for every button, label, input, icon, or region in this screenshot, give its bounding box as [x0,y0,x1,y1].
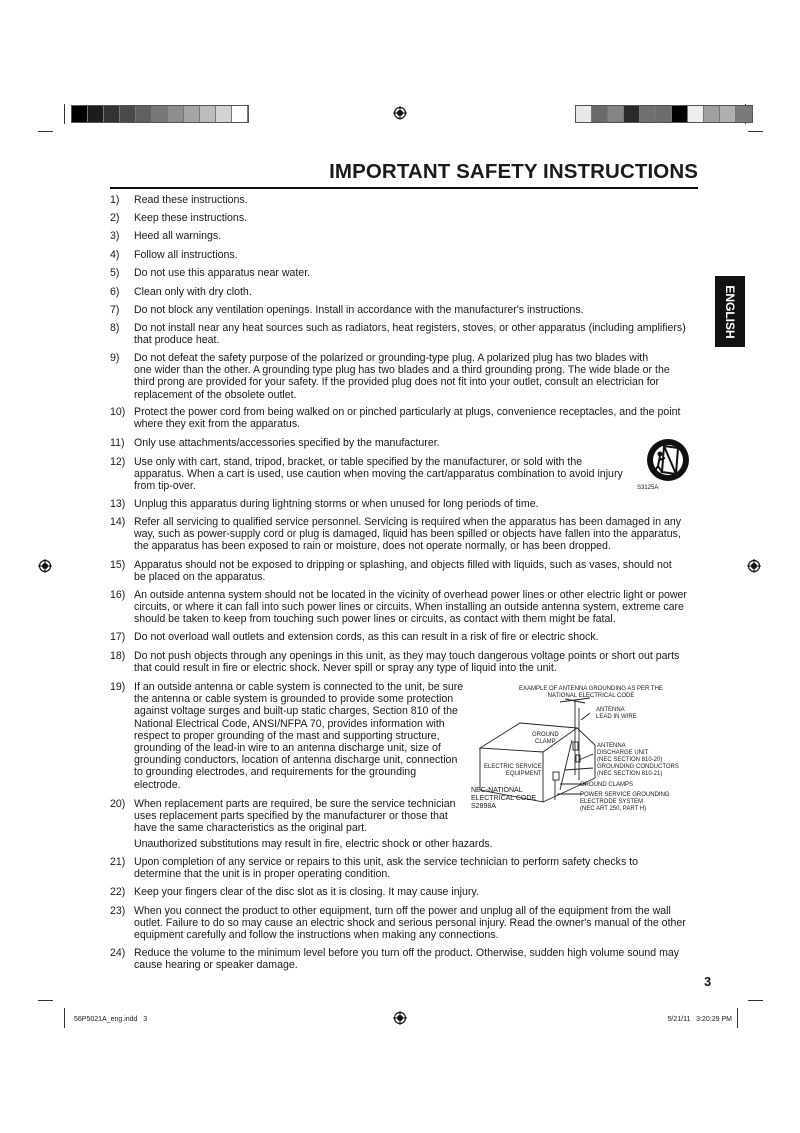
grounding-conductors-label [597,764,679,778]
item-text-line: electrode. [134,778,181,791]
item-text-line: third prong are provided for your safety. If the provided plug does not fit into your outlet, consult an electrician for [134,376,660,389]
crop-mark [38,1000,53,1001]
caption-line: EXAMPLE OF ANTENNA GROUNDING AS PER THE [519,686,663,692]
item-text [134,856,638,880]
item-text-line: the apparatus has been exposed to rain or moisture, does not operate normally, or has been dropped. [134,540,611,553]
color-swatch [168,106,184,122]
label-line: S2898A [471,803,496,810]
language-tab-label: ENGLISH [723,284,737,339]
item-text-line: outlet. Failure to do so may cause an electric shock and serious personal injury. Read the owner's manual of the other [134,917,686,930]
item-text-line: that could result in fire or electric shock. Never spill or spray any type of liquid into the unit. [134,662,557,675]
item-text [134,559,672,583]
item-text-line: that produce heat. [134,334,220,347]
item-text [134,838,493,850]
item-text-line: uses replacement parts specified by the manufacturer or those that [134,810,448,823]
item-number: 14) [110,516,126,528]
ground-clamp-label [532,732,559,746]
color-swatch [640,106,656,122]
color-swatch [216,106,232,122]
color-swatch [104,106,120,122]
item-text-line: Unplug this apparatus during lightning storms or when unused for long periods of time. [134,498,539,510]
registration-mark-icon [747,559,761,573]
item-text-line: If an outside antenna or cable system is connected to the unit, be sure [134,681,464,693]
color-swatch [672,106,688,122]
color-swatch [736,106,752,122]
item-text-line: Read these instructions. [134,194,248,206]
item-text-line: equipment carefully and follow the instructions when making any connections. [134,929,499,942]
item-text-line: should be taken to keep from touching such power lines or circuits, as contact with them might be fatal. [134,613,616,626]
color-swatch [656,106,672,122]
item-text [134,230,221,242]
item-number: 1) [110,194,120,206]
item-number: 13) [110,498,126,510]
label-line: EQUIPMENT [505,771,542,777]
crop-mark [64,1008,65,1028]
label-line: ANTENNA [597,743,626,749]
item-number: 20) [110,798,126,810]
caption-line: NATIONAL ELECTRICAL CODE [547,693,635,699]
item-text [134,249,238,261]
item-text [134,681,463,791]
item-text [134,631,599,643]
item-text [134,650,679,674]
item-text [134,352,670,401]
item-number: 4) [110,249,120,261]
item-text [134,905,686,942]
ground-clamps-label [580,782,633,789]
item-number: 15) [110,559,126,571]
label-line: ELECTRODE SYSTEM [580,799,644,805]
crop-mark [748,131,763,132]
item-text-line: Use only with cart, stand, tripod, bracket, or table specified by the manufacturer, or sold with the [134,456,583,468]
item-text [134,304,584,316]
item-number: 16) [110,589,126,601]
color-swatch [200,106,216,122]
item-text [134,456,623,493]
label-line: ELECTRICAL CODE [471,795,537,802]
registration-mark-icon [393,1011,407,1025]
item-number: 9) [110,352,120,364]
item-text-line: to grounding electrodes, and requirements for the grounding [134,766,417,779]
color-swatch [720,106,736,122]
item-text-line: An outside antenna system should not be located in the vicinity of overhead power lines or other electric light or power [134,589,687,601]
item-text-line: where they exit from the apparatus. [134,418,301,431]
item-text-line: Reduce the volume to the minimum level before you turn off the product. Otherwise, sudden high volume sound may [134,947,680,959]
color-swatch [592,106,608,122]
item-text-line: be placed on the apparatus. [134,571,266,584]
item-number: 2) [110,212,120,224]
item-text [134,437,440,449]
label-line: GROUND [532,732,559,738]
label-line: DISCHARGE UNIT [597,750,649,756]
power-service-label [580,792,670,813]
nec-label [471,787,536,811]
color-swatch [152,106,168,122]
item-text-line: Keep these instructions. [134,212,248,224]
color-swatch [136,106,152,122]
item-text [134,798,456,835]
item-text-line: Do not use this apparatus near water. [134,267,311,279]
item-text [134,406,680,430]
page-title: IMPORTANT SAFETY INSTRUCTIONS [329,160,698,183]
item-number: 3) [110,230,120,242]
item-text-line: replacement of the obsolete outlet. [134,388,297,401]
item-number: 12) [110,456,126,468]
color-bar-right [575,105,753,123]
label-line: GROUNDING CONDUCTORS [597,764,679,770]
item-number: 7) [110,304,120,316]
item-text-line: way, such as power-supply cord or plug is damaged, liquid has been spilled or objects have fallen into the apparatus, [134,528,681,541]
item-text-line: Unauthorized substitutions may result in fire, electric shock or other hazards. [134,838,493,850]
color-swatch [184,106,200,122]
item-number: 11) [110,437,125,449]
item-text-line: Refer all servicing to qualified service personnel. Servicing is required when the apparatus has been damaged in any [134,516,682,528]
item-text-line: Heed all warnings. [134,230,222,242]
cart-tipover-warning-icon [640,438,696,484]
item-text-line: from tip-over. [134,480,196,493]
item-text [134,212,247,224]
color-bar-left [71,105,249,123]
label-line: ANTENNA [596,707,625,713]
item-text [134,947,679,971]
label-line: ELECTRIC SERVICE [484,764,542,770]
label-line: (NEC ART 250, PART H) [580,806,647,812]
item-text-line: grounding of the lead-in wire to an antenna discharge unit, size of [134,742,441,755]
color-swatch [120,106,136,122]
item-number: 19) [110,681,126,693]
label-line: NEC-NATIONAL [471,787,523,794]
item-text [134,322,686,346]
antenna-lead-label [596,707,637,721]
item-number: 24) [110,947,126,959]
item-text [134,498,539,510]
electric-service-label [484,764,542,778]
cart-figure-code: S3125A [637,485,659,491]
title-rule [110,187,698,189]
item-text-line: Do not block any ventilation openings. Install in accordance with the manufacturer's instructions. [134,304,584,316]
item-text [134,194,248,206]
label-line: LEAD IN WIRE [596,714,637,720]
crop-mark [737,1008,738,1028]
footer-filename: 56P5021A_eng.indd 3 [74,1016,148,1023]
footer-timestamp: 5/21/11 3:20:29 PM [667,1016,732,1023]
color-swatch [88,106,104,122]
item-text [134,516,681,553]
item-text [134,886,479,898]
item-text-line: Upon completion of any service or repairs to this unit, ask the service technician to perform safety checks to [134,856,639,868]
item-text-line: circuits, or where it can fall into such power lines or circuits. When installing an outside antenna system, extreme care [134,601,684,614]
label-line: (NEC SECTION 810-21) [597,771,663,777]
item-number: 21) [110,856,126,868]
color-swatch [576,106,592,122]
item-number: 5) [110,267,120,279]
crop-mark [748,1000,763,1001]
item-text-line: Do not defeat the safety purpose of the polarized or grounding-type plug. A polarized plug has two blades with [134,352,649,364]
label-line: POWER SERVICE GROUNDING [580,792,670,798]
color-swatch [688,106,704,122]
color-swatch [624,106,640,122]
item-text-line: National Electrical Code, ANSI/NFPA 70, provides information with [134,717,445,730]
item-text-line: respect to proper grounding of the mast and supporting structure, [134,729,440,742]
item-text-line: grounding conductors, location of antenna discharge unit, connection [134,754,458,767]
item-text-line: Clean only with dry cloth. [134,286,252,298]
item-text-line: the antenna or cable system is grounded to provide some protection [134,693,454,706]
crop-mark [64,104,65,124]
item-text-line: Keep your fingers clear of the disc slot as it is closing. It may cause injury. [134,886,479,898]
discharge-unit-label [597,743,662,764]
item-text-line: cause hearing or speaker damage. [134,959,298,972]
item-text [134,267,310,279]
item-text-line: When you connect the product to other equipment, turn off the power and unplug all of the equipment from the wall [134,905,671,917]
crop-mark [38,131,53,132]
item-number: 22) [110,886,126,898]
item-text-line: Do not overload wall outlets and extension cords, as this can result in a risk of fire or electric shock. [134,631,599,643]
item-text-line: Do not push objects through any openings in this unit, as they may touch dangerous voltage points or short out parts [134,650,680,662]
color-swatch [72,106,88,122]
item-text-line: Apparatus should not be exposed to dripping or splashing, and objects filled with liquids, such as vases, should not [134,559,672,571]
color-swatch [608,106,624,122]
item-number: 23) [110,905,126,917]
item-number: 17) [110,631,126,643]
item-number: 6) [110,286,120,298]
item-text-line: Do not install near any heat sources such as radiators, heat registers, stoves, or other apparatus (including amplifiers) [134,322,686,334]
registration-mark-icon [38,559,52,573]
item-text-line: determine that the unit is in proper operating condition. [134,868,391,881]
item-text [134,286,252,298]
item-text-line: Protect the power cord from being walked on or pinched particularly at plugs, convenience receptacles, and the point [134,406,681,418]
item-number: 8) [110,322,120,334]
page-number: 3 [704,974,712,989]
label-line: CLAMP [535,739,556,745]
item-text-line: When replacement parts are required, be sure the service technician [134,798,456,810]
language-tab [715,276,745,347]
label-line: GROUND CLAMPS [580,782,634,788]
item-number: 10) [110,406,126,418]
item-text-line: against voltage surges and built-up static charges, Section 810 of the [134,705,458,718]
registration-mark-icon [393,106,407,120]
label-line: (NEC SECTION 810-20) [597,757,663,763]
antenna-caption [519,686,663,700]
item-text-line: one wider than the other. A grounding type plug has two blades and a third grounding prong. The wide blade or the [134,364,670,377]
item-text [134,589,687,626]
color-swatch [704,106,720,122]
item-text-line: Only use attachments/accessories specified by the manufacturer. [134,437,440,449]
item-text-line: apparatus. When a cart is used, use caution when moving the cart/apparatus combination to avoid injury [134,468,623,481]
item-number: 18) [110,650,126,662]
item-text-line: Follow all instructions. [134,249,238,261]
color-swatch [232,106,248,122]
item-text-line: have the same characteristics as the original part. [134,822,368,835]
